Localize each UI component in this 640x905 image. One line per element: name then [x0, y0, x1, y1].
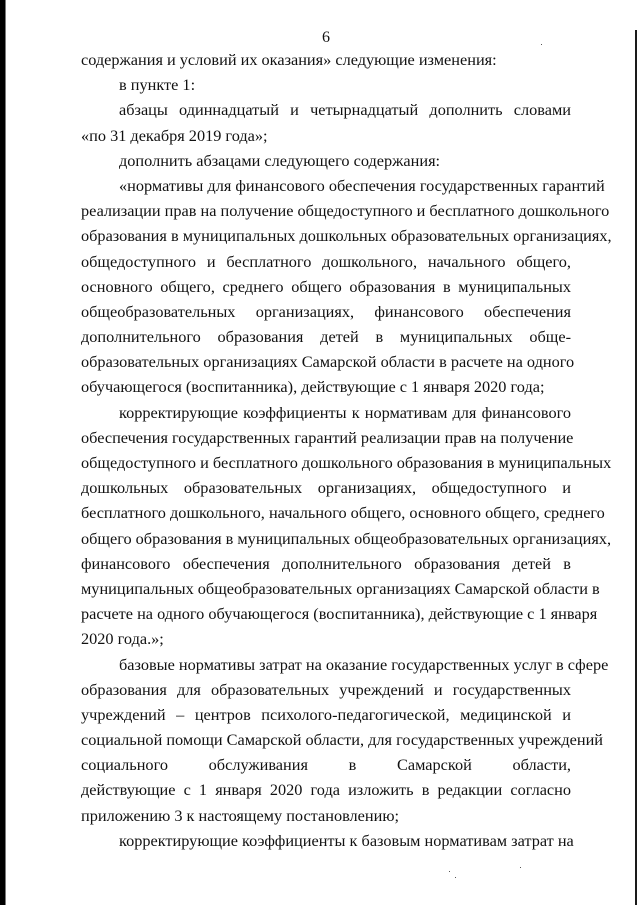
document-body — [81, 47, 612, 853]
text-line: «по 31 декабря 2019 года»; — [81, 125, 268, 145]
text-line: содержания и условий их оказания» следующие изменения: — [81, 50, 497, 69]
text-line: социальной помощи Самарской области, для государственных учреждений — [81, 730, 603, 750]
text-line: обеспечения государственных гарантий реализации прав на получение — [81, 427, 574, 447]
paragraph-base-normatives — [81, 652, 609, 828]
text-line: образовательных организациях Самарской области в расчете на одного — [81, 352, 575, 372]
text-line: общедоступного и бесплатного дошкольного, начального общего, — [81, 251, 571, 271]
scan-speck — [455, 877, 456, 878]
paragraph-normatives — [81, 173, 612, 400]
scan-border-right — [635, 30, 637, 905]
text-line: учреждений – центров психолого-педагогической, медицинской и — [81, 704, 571, 724]
text-line: дополнительного образования детей в муниципальных обще- — [81, 327, 571, 347]
text-line: 2020 года.»; — [81, 629, 164, 649]
text-line: дополнить абзацами следующего содержания: — [119, 150, 441, 170]
text-line: в пункте 1: — [119, 75, 196, 95]
text-line: действующие с 1 января 2020 года изложить в редакции согласно — [81, 780, 571, 800]
text-line: приложению 3 к настоящему постановлению; — [81, 805, 400, 825]
text-line: основного общего, среднего общего образования в муниципальных — [81, 276, 571, 296]
text-line: образования в муниципальных дошкольных образовательных организациях, — [81, 226, 612, 246]
text-line: «нормативы для финансового обеспечения государственных гарантий — [119, 175, 605, 195]
text-line: общего образования в муниципальных общеобразовательных организациях, — [81, 528, 612, 548]
text-line: обучающегося (воспитанника), действующие с 1 января 2020 года; — [81, 377, 545, 397]
text-line: базовые нормативы затрат на оказание государственных услуг в сфере — [119, 654, 609, 674]
scan-speck — [449, 871, 450, 872]
text-line: финансового обеспечения дополнительного образования детей в — [81, 553, 571, 573]
text-line: абзацы одиннадцатый и четырнадцатый дополнить словами — [119, 100, 571, 120]
text-line: образования для образовательных учреждений и государственных — [81, 679, 571, 699]
text-line: корректирующие коэффициенты к базовым нормативам затрат на — [119, 830, 574, 850]
text-line: муниципальных общеобразовательных организациях Самарской области в — [81, 578, 600, 598]
scan-border-left-shadow — [5, 0, 6, 905]
paragraph-intro — [81, 47, 571, 72]
paragraph-correcting-coefficients — [81, 400, 612, 652]
page-number: 6 — [322, 29, 330, 46]
paragraph-amend-paragraphs — [81, 97, 571, 147]
text-line: дошкольных образовательных организациях, общедоступного и — [81, 478, 571, 498]
text-line: бесплатного дошкольного, начального общего, основного общего, среднего — [81, 503, 605, 523]
text-line: социального обслуживания в Самарской области, — [81, 755, 571, 775]
text-line: общеобразовательных организациях, финансового обеспечения — [81, 301, 571, 321]
text-line: корректирующие коэффициенты к нормативам для финансового — [119, 402, 571, 422]
text-line: расчете на одного обучающегося (воспитанника), действующие с 1 января — [81, 604, 598, 624]
paragraph-add-paragraphs — [81, 148, 571, 173]
scan-speck — [520, 867, 521, 868]
text-line: реализации прав на получение общедоступного и бесплатного дошкольного — [81, 201, 610, 221]
paragraph-base-coefficients — [81, 828, 574, 853]
text-line: общедоступного и бесплатного дошкольного образования в муниципальных — [81, 453, 612, 472]
paragraph-point-1 — [81, 72, 571, 97]
